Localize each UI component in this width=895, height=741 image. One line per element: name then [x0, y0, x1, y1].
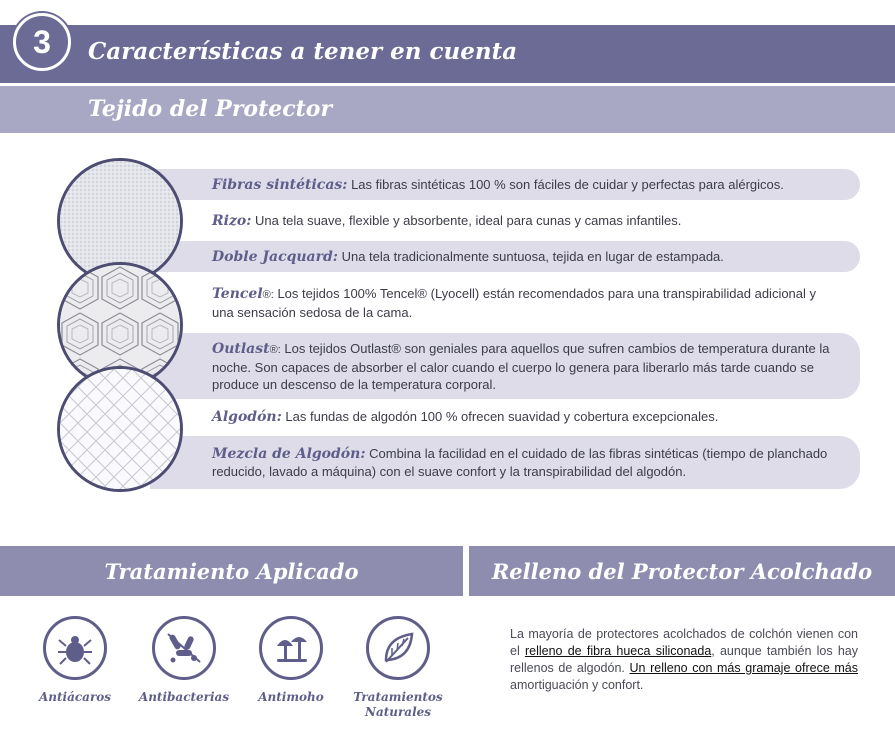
treatment-item-natural	[343, 616, 453, 720]
fabric-description: Las fundas de algodón 100 % ofrecen suavidad y cobertura excepcionales.	[285, 408, 719, 424]
filling-text: , aunque también los hay rellenos de algodón.	[510, 644, 858, 675]
treatment-item-antimold	[236, 616, 346, 705]
fabric-label: Fibras sintéticas:	[212, 176, 348, 193]
fabric-row-synthetic	[150, 169, 860, 200]
fabric-row-outlast	[150, 333, 860, 399]
fabric-label: Algodón:	[212, 408, 282, 425]
treatment-name: Tratamientos Naturales	[353, 690, 443, 719]
treatment-name: Antimoho	[258, 690, 324, 704]
fabric-description: Combina la facilidad en el cuidado de las fibras sintéticas (tiempo de planchado reducido, lavado a máquina) con el suave confort y la transpirabilidad del algodón.	[212, 446, 828, 479]
fabric-label: Outlast	[212, 340, 270, 357]
leaf-icon	[366, 616, 430, 680]
fabric-label-suffix: ®:	[262, 289, 274, 301]
section-title-fabric: Tejido del Protector	[88, 96, 333, 122]
mold-icon	[259, 616, 323, 680]
fabric-label: Tencel	[212, 286, 263, 302]
fabric-description: Los tejidos 100% Tencel® (Lyocell) están recomendados para una transpirabilidad adicional y una sensación sedosa de la cama.	[212, 286, 817, 320]
filling-text: La mayoría de protectores acolchados de colchón vienen con el	[510, 627, 858, 658]
mite-icon	[43, 616, 107, 680]
fabric-description: Las fibras sintéticas 100 % son fáciles de cuidar y perfectas para alérgicos.	[351, 176, 784, 192]
fabric-label: Rizo:	[212, 212, 252, 229]
treatment-item-antibacterial	[129, 616, 239, 705]
filling-highlight: Un relleno con más gramaje ofrece más	[629, 661, 858, 675]
step-number-badge: 3	[13, 13, 71, 71]
section-title-filling: Relleno del Protector Acolchado	[491, 559, 873, 584]
fabric-row-cotton-blend	[150, 436, 860, 489]
section-title-treatment: Tratamiento Aplicado	[104, 559, 359, 584]
fabric-swatch-quilted	[57, 366, 183, 492]
treatment-name: Antibacterias	[138, 690, 230, 704]
filling-text: amortiguación y confort.	[510, 678, 644, 692]
treatment-item-antimites	[20, 616, 130, 705]
filling-description	[510, 626, 858, 694]
fabric-description: Una tela tradicionalmente suntuosa, tejida en lugar de estampada.	[341, 248, 724, 264]
filling-highlight: relleno de fibra hueca siliconada	[524, 644, 712, 658]
treatment-name: Antiácaros	[38, 690, 112, 704]
fabric-description: Una tela suave, flexible y absorbente, ideal para cunas y camas infantiles.	[255, 212, 682, 228]
fabric-row-tencel	[150, 278, 860, 328]
fabric-label: Doble Jacquard:	[212, 248, 338, 265]
fabric-label: Mezcla de Algodón:	[212, 446, 366, 462]
fabric-row-rizo	[150, 205, 860, 236]
fabric-description: Los tejidos Outlast® son geniales para aquellos que sufren cambios de temperatura durante la noche. Son capaces de absorber el calor cuando el cuerpo lo genera para liberarlo más tarde cuando se produce un descenso de la temperatura corporal.	[212, 340, 830, 392]
fabric-label-suffix: ®:	[269, 343, 281, 356]
bacteria-icon	[152, 616, 216, 680]
fabric-row-jacquard	[150, 241, 860, 272]
fabric-row-cotton	[150, 401, 860, 432]
page-title: Características a tener en cuenta	[88, 38, 518, 65]
